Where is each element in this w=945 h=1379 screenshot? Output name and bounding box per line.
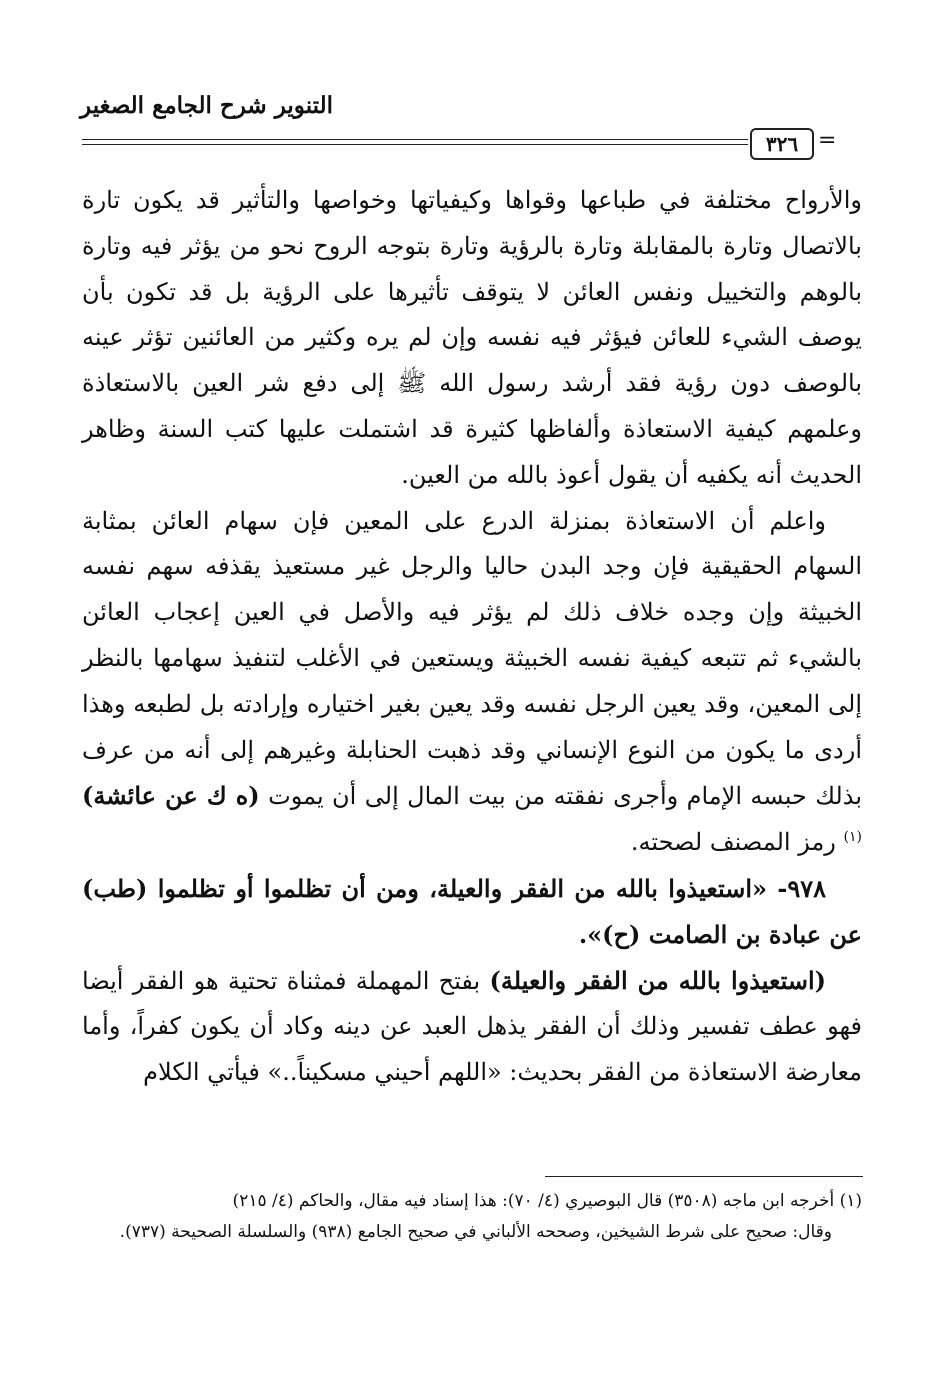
separator-mark: = [818, 128, 837, 153]
paragraph-4-text: بفتح المهملة فمثناة تحتية هو الفقر أيضا فهو عطف تفسير وذلك أن الفقر يذهل العبد عن دينه وكاد أن يكون كفراً، وأما معارضة الاستعاذة من الفقر بحديث: «اللهم أحيني مسكيناً..» فيأتي الكلام [82, 966, 862, 1087]
paragraph-2 [82, 499, 862, 866]
main-text [82, 178, 862, 1096]
paragraph-1: والأرواح مختلفة في طباعها وقواها وكيفياتها وخواصها والتأثير قد يكون تارة بالاتصال وتارة بالمقابلة وتارة بالرؤية وتارة بتوجه الروح نحو من يؤثر فيه وتارة بالوهم والتخييل ونفس العائن لا يتوقف تأثيرها على الرؤية بل قد تكون بأن يوصف الشيء للعائن فيؤثر فيه نفسه وإن لم يره وكثير من العائنين تؤثر عينه بالوصف دون رؤية فقد أرشد رسول الله ﷺ إلى دفع شر العين بالاستعاذة وعلمهم كيفية الاستعاذة وألفاظها كثيرة قد اشتملت عليها كتب السنة وظاهر الحديث أنه يكفيه أن يقول أعوذ بالله من العين. [82, 186, 862, 489]
source-reference: (ه ك عن عائشة) [82, 781, 260, 811]
page-number: ٣٢٦ [765, 132, 799, 156]
hadith-entry [82, 866, 862, 958]
paragraph-4 [82, 958, 862, 1096]
book-title: التنوير شرح الجامع الصغير [80, 92, 333, 119]
page-number-box [750, 128, 814, 160]
header-rule-top [82, 139, 748, 140]
header-rule-bottom [82, 144, 748, 145]
footnote-1-line-2: وقال: صحيح على شرط الشيخين، وصححه الألباني في صحيح الجامع (٩٣٨) والسلسلة الصحيحة (٧٣٧). [119, 1222, 832, 1242]
footnotes [82, 1186, 862, 1248]
hadith-number: ٩٧٨- [777, 873, 826, 903]
footnote-rule [545, 1176, 863, 1177]
footnote-1-line-1: (١) أخرجه ابن ماجه (٣٥٠٨) قال البوصيري (٤/ ٧٠): هذا إسناد فيه مقال، والحاكم (٤/ ٢١٥) [232, 1191, 862, 1211]
paragraph-2-end: رمز المصنف لصحته. [630, 828, 836, 857]
commentary-lemma: (استعيذوا بالله من الفقر والعيلة) [489, 965, 827, 995]
paragraph-2-text: واعلم أن الاستعاذة بمنزلة الدرع على المعين فإن سهام العائن بمثابة السهام الحقيقية فإن وجد البدن حاليا والرجل غير مستعيذ يقذفه سهم نفسه الخبيثة وإن وجده خلاف ذلك لم يؤثر فيه والأصل في العين إعجاب العائن بالشيء ثم تتبعه كيفية نفسه الخبيثة ويستعين في الأغلب لتنفيذ سهامها بالنظر إلى المعين، وقد يعين الرجل نفسه وقد يعين بغير اختياره وإرادته بل لطبعه وهذا أردى ما يكون من النوع الإنساني وقد ذهبت الحنابلة وغيرهم إلى أنه من عرف بذلك حبسه الإمام وأجرى نفقته من بيت المال إلى أن يموت [82, 506, 863, 811]
footnote-marker: (١) [843, 829, 862, 846]
hadith-text: «استعيذوا بالله من الفقر والعيلة، ومن أن تظلموا أو تظلموا (طب) عن عبادة بن الصامت (ح)». [82, 873, 862, 949]
